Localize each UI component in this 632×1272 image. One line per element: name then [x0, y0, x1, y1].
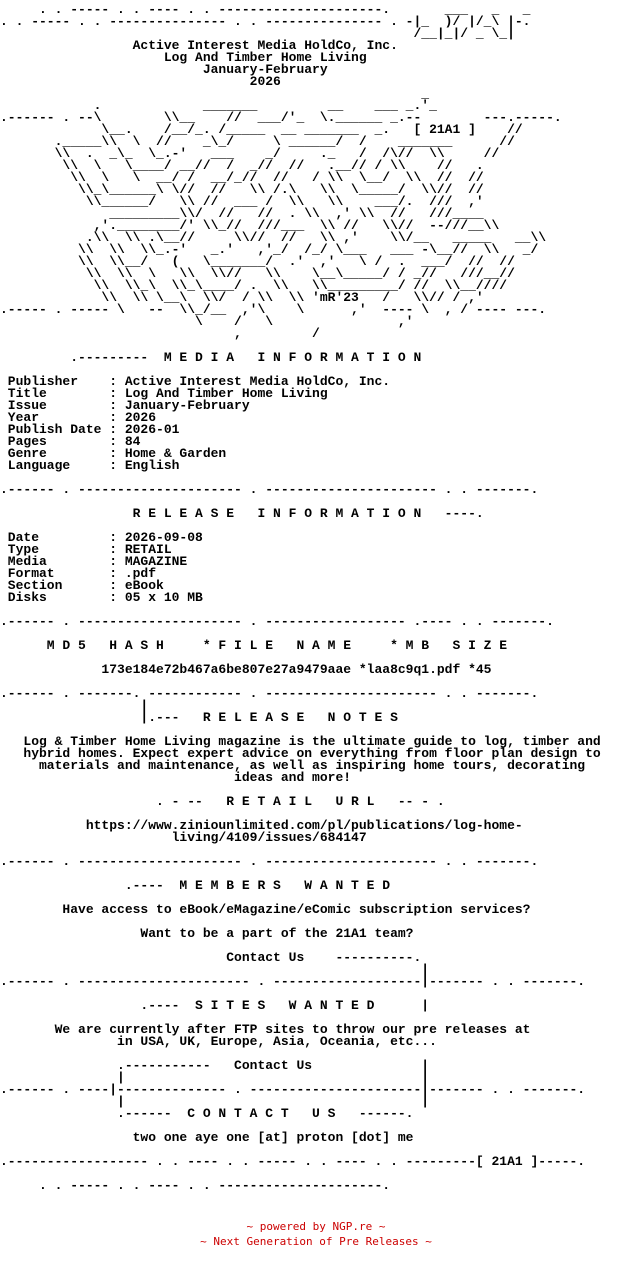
nfo-ascii-text: . . ----- . . ---- . . ---------------------. ___ _ _ . . ----- . . --------------- . . --------------- . -|_ )/ |/_\ |-. /__|_|/ _ \_| Active Interest Media HoldCo, Inc. Log And Timber Home Living January-February 2026 _ . _______ __ ___ _.'_ .------ . --\ \\__ // ___/'_ \.______ _.-- ---.-----. \__. /__/_. /_____ __ _______ _. [ 21A1 ] // ._____\\ \ // _\_/ \ ______/ / _______ // \\ . _\_ \_.-' ___ _/ ._ / /\// \\ // \\ \ \____/ __// / _// // .__// / \\ // . \\ \ \ __/ / __/_// // / \\ \__/ \\ // // \\_\______\ \// // \\ /.\ \\ \_____/ \\// // \\______/ \\ // ___ / \\ \\ ___/. /// ,' _________\\/ // // . \\ ,' \\ // ///____ ,'.________/' \\_// ///___ \\ // \\// --///__\\ .\\ \\ .\__// \\// // \\ ,' \\/__ _____ __\\ \\ \\ \\_.-' _.' ,'_/ /_/ \___ ___ -\__// \\ _/ \\ \\__/ ( \_______/ .' ,' \ / . ___/ // // \\ \\ \ \\ \\// \\ \__\_____/ / _// ///__// \\ \\_\ \\_\____/ . \\ \\_________/ // \\__//// \\ \\ \__\ \\/ / \\ \\ 'mR'23 / \\// / ,' .----- . ----- \ -- \\_/__ ,'\ \ ,' ---- \ , / ---- ---. \ / \ ,' , / .--------- M E D I A I N F O R M A T I O N Publisher : Active Interest Media HoldCo, Inc. Title : Log And Timber Home Living Issue : January-February Year : 2026 Publish Date : 2026-01 Pages : 84 Genre : Home & Garden Language : English .------ . --------------------- . ---------------------- . . -------. R E L E A S E I N F O R M A T I O N ----. Date : 2026-09-08 Type : RETAIL Media : MAGAZINE Format : .pdf Section : eBook Disks : 05 x 10 MB .------ . --------------------- . ------------------ .---- . . -------. M D 5 H A S H * F I L E N A M E * M B S I Z E 173e184e72b467a6be807e27a9479aae *laa8c9q1.pdf *45 .------ . -------. ------------ . ---------------------- . . -------. | |.--- R E L E A S E N O T E S Log & Timber Home Living magazine is the ultimate guide to log, timber and hybrid homes. Expect expert advice on everything from floor plan design to materials and maintenance, as well as inspiring home tours, decorating ideas and more! . - -- R E T A I L U R L -- - . https://www.ziniounlimited.com/pl/publications/log-home- living/4109/issues/684147 .------ . --------------------- . ---------------------- . . -------. .---- M E M B E R S W A N T E D Have access to eBook/eMagazine/eComic subscription services? Want to be a part of the 21A1 team? Contact Us ----------. | .------ . ---------------------- . -------------------|------- . . -------. .---- S I T E S W A N T E D | We are currently after FTP sites to throw our pre releases at in USA, UK, Europe, Asia, Oceania, etc... .----------- Contact Us | | | .------ . ----|-------------- . ----------------------|------- . . -------. | | .------ C O N T A C T U S ------. two one aye one [at] proton [dot] me .------------------ . . ---- . . ----- . . ---- . . ---------[ 21A1 ]-----. . . ----- . . ---- . . ---------------------. — [0, 4, 601, 1192]
footer-powered-by: ~ powered by NGP.re ~ — [246, 1220, 386, 1233]
footer-tagline: ~ Next Generation of Pre Releases ~ — [200, 1235, 432, 1248]
